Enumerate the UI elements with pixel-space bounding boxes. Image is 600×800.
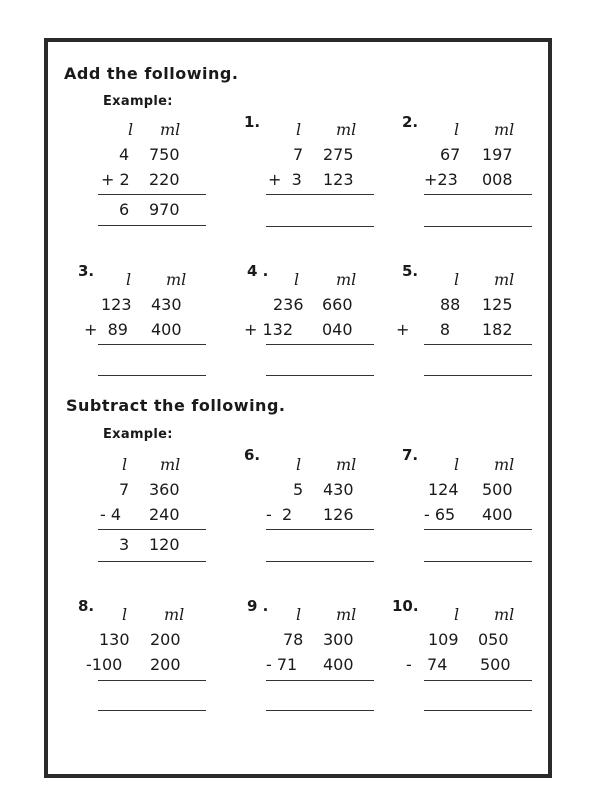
answer-bottom-rule	[266, 226, 374, 227]
row1-l: 109	[428, 630, 459, 649]
row1-l: 78	[283, 630, 304, 649]
row1-l: 5	[293, 480, 304, 499]
example-bottom-rule	[98, 225, 206, 226]
problem-number: 6.	[244, 446, 261, 464]
example-row2-ml: 220	[149, 170, 180, 189]
row1-ml: 660	[322, 295, 353, 314]
row2-l: + 89	[84, 320, 128, 339]
example-row1-l: 4	[119, 145, 130, 164]
row2-l: + 3	[268, 170, 302, 189]
example-answer-ml: 120	[149, 535, 180, 554]
row2-ml: 126	[323, 505, 354, 524]
unit-ml: ml	[494, 605, 515, 624]
row2-ml: 182	[482, 320, 513, 339]
row2-ml: 040	[322, 320, 353, 339]
problem-number: 8.	[78, 597, 95, 615]
answer-bottom-rule	[424, 561, 532, 562]
row2-ml: 200	[150, 655, 181, 674]
answer-bottom-rule	[98, 375, 206, 376]
row1-l: 124	[428, 480, 459, 499]
row1-ml: 200	[150, 630, 181, 649]
unit-ml: ml	[336, 455, 357, 474]
row1-ml: 275	[323, 145, 354, 164]
row2-ml: 400	[323, 655, 354, 674]
example-row1-ml: 750	[149, 145, 180, 164]
answer-bottom-rule	[266, 710, 374, 711]
unit-l: l	[128, 120, 134, 139]
answer-bottom-rule	[424, 226, 532, 227]
row1-ml: 050	[478, 630, 509, 649]
example-answer-l: 6	[119, 200, 130, 219]
example-answer-rule	[98, 194, 206, 195]
unit-l: l	[122, 605, 128, 624]
subtraction-example-label: Example:	[103, 427, 173, 442]
row1-l: 88	[440, 295, 461, 314]
row2-ml: 400	[482, 505, 513, 524]
example-answer-rule	[98, 529, 206, 530]
addition-title: Add the following.	[64, 64, 239, 83]
unit-l: l	[294, 270, 300, 289]
unit-l: l	[126, 270, 132, 289]
unit-l: l	[454, 605, 460, 624]
example-bottom-rule	[98, 561, 206, 562]
row1-ml: 500	[482, 480, 513, 499]
row2-l: - 74	[406, 655, 448, 674]
answer-rule	[266, 680, 374, 681]
row1-l: 123	[101, 295, 132, 314]
row1-ml: 430	[323, 480, 354, 499]
row2-ml: 123	[323, 170, 354, 189]
addition-example-label: Example:	[103, 94, 173, 109]
answer-rule	[266, 529, 374, 530]
answer-rule	[266, 344, 374, 345]
row2-ml: 400	[151, 320, 182, 339]
example-answer-l: 3	[119, 535, 130, 554]
unit-ml: ml	[336, 605, 357, 624]
problem-number: 4 .	[247, 262, 269, 280]
unit-l: l	[454, 120, 460, 139]
row1-ml: 125	[482, 295, 513, 314]
unit-l: l	[122, 455, 128, 474]
row2-l: - 71	[266, 655, 298, 674]
row2-l: + 8	[396, 320, 451, 339]
problem-number: 10.	[392, 597, 419, 615]
unit-l: l	[454, 455, 460, 474]
unit-ml: ml	[336, 270, 357, 289]
row1-ml: 197	[482, 145, 513, 164]
problem-number: 7.	[402, 446, 419, 464]
answer-rule	[424, 529, 532, 530]
unit-l: l	[296, 455, 302, 474]
answer-bottom-rule	[266, 561, 374, 562]
unit-ml: ml	[166, 270, 187, 289]
example-answer-ml: 970	[149, 200, 180, 219]
problem-number: 1.	[244, 113, 261, 131]
row2-l: -100	[86, 655, 123, 674]
example-row1-ml: 360	[149, 480, 180, 499]
unit-ml: ml	[494, 455, 515, 474]
unit-l: l	[296, 605, 302, 624]
problem-number: 3.	[78, 262, 95, 280]
answer-rule	[424, 194, 532, 195]
example-row1-l: 7	[119, 480, 130, 499]
unit-ml: ml	[494, 120, 515, 139]
unit-ml: ml	[494, 270, 515, 289]
answer-bottom-rule	[424, 710, 532, 711]
example-row2-l: - 4	[100, 505, 122, 524]
unit-l: l	[454, 270, 460, 289]
unit-ml: ml	[160, 120, 181, 139]
row1-ml: 300	[323, 630, 354, 649]
problem-number: 5.	[402, 262, 419, 280]
unit-ml: ml	[336, 120, 357, 139]
subtraction-title: Subtract the following.	[66, 396, 286, 415]
answer-bottom-rule	[98, 710, 206, 711]
answer-bottom-rule	[424, 375, 532, 376]
answer-rule	[98, 680, 206, 681]
unit-ml: ml	[164, 605, 185, 624]
row1-l: 130	[99, 630, 130, 649]
example-row2-ml: 240	[149, 505, 180, 524]
answer-rule	[98, 344, 206, 345]
row2-l: +23	[424, 170, 458, 189]
row2-ml: 008	[482, 170, 513, 189]
row2-l: - 65	[424, 505, 456, 524]
answer-rule	[424, 344, 532, 345]
unit-l: l	[296, 120, 302, 139]
row1-l: 7	[293, 145, 304, 164]
row1-ml: 430	[151, 295, 182, 314]
answer-bottom-rule	[266, 375, 374, 376]
problem-number: 9 .	[247, 597, 269, 615]
answer-rule	[266, 194, 374, 195]
row2-l: - 2	[266, 505, 293, 524]
row1-l: 67	[440, 145, 461, 164]
example-row2-l: + 2	[101, 170, 130, 189]
answer-rule	[424, 680, 532, 681]
problem-number: 2.	[402, 113, 419, 131]
row2-l: + 132	[244, 320, 294, 339]
row1-l: 236	[273, 295, 304, 314]
row2-ml: 500	[480, 655, 511, 674]
unit-ml: ml	[160, 455, 181, 474]
